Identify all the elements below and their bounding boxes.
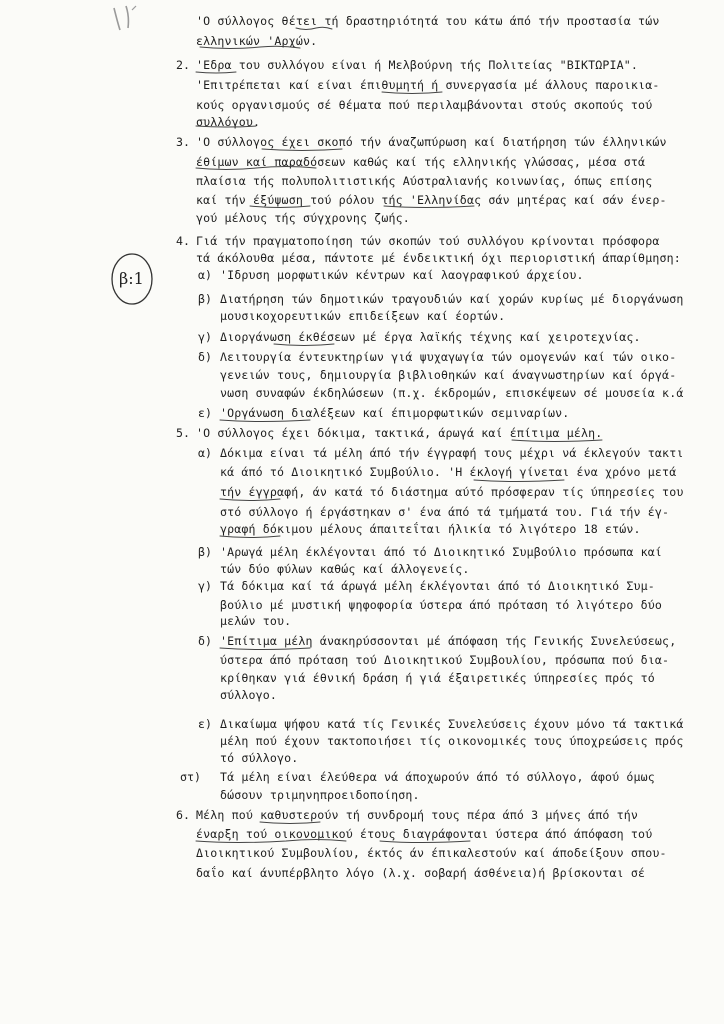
text-line: γού μέλους τής σύγχρονης ζωής. — [196, 211, 410, 225]
text-line: έναρξη τού οικονομικού έτους διαγράφονται ύστερα άπό άπόφαση τού — [196, 827, 653, 841]
text-line: Διατήρηση τών δημοτικών τραγουδιών καί χορών κυρίως μέ διοργάνωση — [220, 292, 684, 306]
text-line: τήν έγγραφή, άν κατά τό διάστημα αύτό πρόσφεραν τίς ύπηρεσίες του — [220, 485, 684, 499]
text-line: 'Εδρα του συλλόγου είναι ή Μελβούρνη τής Πολιτείας "ΒΙΚΤΩΡΙΑ". — [196, 58, 639, 72]
text-line: Μέλη πού καθυστερούν τή συνδρομή τους πέρα άπό 3 μήνες άπό τήν — [196, 808, 639, 822]
item-label: γ) — [198, 579, 212, 593]
text-line: Δικαίωμα ψήφου κατά τίς Γενικές Συνελεύσεις έχουν μόνο τά τακτικά — [220, 717, 684, 731]
text-line: νωση συναφών έκδηλώσεων (π.χ. έκδρομών, επισκέψεων σέ μουσεία κ.ά — [220, 386, 684, 400]
underline-mark — [250, 206, 310, 208]
item-label: γ) — [198, 330, 212, 344]
item-label: α) — [198, 446, 212, 460]
text-line: μουσικοχορευτικών επιδείξεων καί έορτών. — [220, 309, 506, 323]
underline-mark — [512, 440, 602, 442]
underline-mark — [220, 420, 310, 422]
text-line: πλαίσια τής πολυπολιτιστικής Αύστραλιανής κοινωνίας, όπως επίσης — [196, 174, 653, 188]
item-label: α) — [198, 268, 212, 282]
underline-mark — [474, 480, 564, 482]
item-label: ε) — [198, 717, 212, 731]
section-number: 3. — [176, 135, 190, 149]
text-line: τών δύο φύλων καθώς καί άλλογενείς. — [220, 562, 470, 576]
margin-note-text: β:1 — [119, 269, 144, 288]
section-number: 2. — [176, 58, 190, 72]
item-label: στ) — [180, 770, 201, 784]
underline-mark — [384, 206, 474, 208]
item-label: β) — [198, 545, 212, 559]
underline-mark — [200, 46, 300, 48]
text-line: Τά μέλη είναι έλεύθερα νά άποχωρούν άπό τό σύλλογο, άφού όμως — [220, 770, 655, 784]
text-line: καί τήν έξύψωση τού ρόλου τής 'Ελληνίδας σάν μητέρας καί σάν ένερ- — [196, 193, 667, 207]
text-line: 'Ο σύλλογος έχει δόκιμα, τακτικά, άρωγά καί έπίτιμα μέλη. — [196, 426, 603, 440]
text-line: 'Επίτιμα μέλη άνακηρύσσονται μέ άπόφαση τής Γενικής Συνελεύσεως, — [220, 634, 677, 648]
text-line: 'Αρωγά μέλη έκλέγονται άπό τό Διοικητικό Συμβούλιο πρόσωπα καί — [220, 545, 663, 559]
section-number: 6. — [176, 808, 190, 822]
underline-mark — [196, 167, 316, 170]
text-line: τά άκόλουθα μέσα, πάντοτε μέ ένδεικτική όχι περιοριστική άπαρίθμηση: — [196, 251, 681, 265]
section-number: 5. — [176, 426, 190, 440]
text-line: στό σύλλογο ή έργάστηκαν σ' ένα άπό τά τμήματά του. Γιά τήν έγ- — [220, 505, 670, 519]
text-line: γενειών τους, δημιουργία βιβλιοθηκών καί άναγνωστηρίων καί όργά- — [220, 368, 677, 382]
text-line: βούλιο μέ μυστική ψηφοφορία ύστερα άπό πρόταση τό λιγότερο δύο — [220, 598, 663, 612]
text-line: συλλόγου. — [196, 115, 261, 129]
text-line: Διοργάνωση έκθέσεων μέ έργα λαϊκής τέχνης καί χειροτεχνίας. — [220, 330, 641, 344]
text-line: δώσουν τριμηνηπροειδοποίηση. — [220, 788, 420, 802]
text-line: μέλη πού έχουν τακτοποιήσει τίς οικονομικές τους ύποχρεώσεις πρός — [220, 734, 684, 748]
underline-mark — [220, 499, 280, 501]
text-line: Λειτουργία έντευκτηρίων γιά ψυχαγωγία τών ομογενών καί τών οικο- — [220, 350, 677, 364]
item-label: δ) — [198, 350, 212, 364]
text-line: σύλλογο. — [220, 688, 278, 702]
item-label: ε) — [198, 406, 212, 420]
text-line: 'Ο σύλλογος θέτει τή δραστηριότητά του κάτω άπό τήν προστασία τών — [196, 14, 660, 28]
underline-mark — [196, 840, 346, 843]
item-label: β) — [198, 292, 212, 306]
section-number: 4. — [176, 234, 190, 248]
underline-mark — [220, 536, 280, 538]
text-line: δαΐο καί άνυπέρβλητο λόγο (λ.χ. σοβαρή άσθένεια)ή βρίσκονται σέ — [196, 866, 646, 880]
underline-mark — [274, 344, 334, 346]
text-line: Τά δόκιμα καί τά άρωγά μέλη έκλέγονται άπό τό Διοικητικό Συμ- — [220, 579, 655, 593]
item-label: δ) — [198, 634, 212, 648]
underline-mark — [260, 822, 320, 824]
text-line: ύστερα άπό πρόταση τού Διοικητικού Συμβουλίου, πρόσωπα πού δια- — [220, 653, 670, 667]
text-line: 'Ιδρυση μορφωτικών κέντρων καί λαογραφικού άρχείου. — [220, 268, 584, 282]
underline-mark — [220, 648, 310, 650]
underline-mark — [196, 72, 236, 73]
text-line: έθίμων καί παραδόσεων καθώς καί τής ελληνικής γλώσσας, μέσα στά — [196, 155, 646, 169]
underline-mark — [382, 92, 442, 94]
underline-mark — [262, 149, 342, 151]
underline-mark — [196, 126, 256, 127]
text-line: 'Επιτρέπεται καί είναι έπιθυμητή ή συνεργασία μέ άλλους παροικια- — [196, 78, 660, 92]
text-line: Δόκιμα είναι τά μέλη άπό τήν έγγραφή τους μέχρι νά έκλεγούν τακτι — [220, 446, 684, 460]
text-line: 'Ο σύλλογος έχει σκοπό τήν άναζωπύρωση καί διατήρηση τών έλληνικών — [196, 135, 667, 149]
text-line: μελών του. — [220, 614, 292, 628]
underline-mark — [296, 27, 332, 29]
text-line: Γιά τήν πραγματοποίηση τών σκοπών τού συλλόγου κρίνονται πρόσφορα — [196, 234, 660, 248]
text-line: κρίθηκαν γιά έθνική δράση ή γιά έξαιρετικές ύπηρεσίες πρός τό — [220, 671, 655, 685]
text-line: κούς οργανισμούς σέ θέματα πού περιλαμβάνονται στούς σκοπούς τού — [196, 98, 653, 112]
text-line: Διοικητικού Συμβουλίου, έκτός άν έπικαλεστούν καί άποδείξουν σπου- — [196, 846, 667, 860]
underline-mark — [380, 841, 470, 843]
text-line: ελληνικών 'Αρχών. — [196, 34, 318, 48]
text-line: γραφή δόκιμου μέλους άπαιτεΐται ήλικία τό λιγότερο 18 ετών. — [220, 522, 641, 536]
text-line: τό σύλλογο. — [220, 751, 299, 765]
text-line: 'Οργάνωση διαλέξεων καί έπιμορφωτικών σεμιναρίων. — [220, 406, 570, 420]
text-line: κά άπό τό Διοικητικό Συμβούλιο. 'Η έκλογή γίνεται ένα χρόνο μετά — [220, 465, 677, 479]
